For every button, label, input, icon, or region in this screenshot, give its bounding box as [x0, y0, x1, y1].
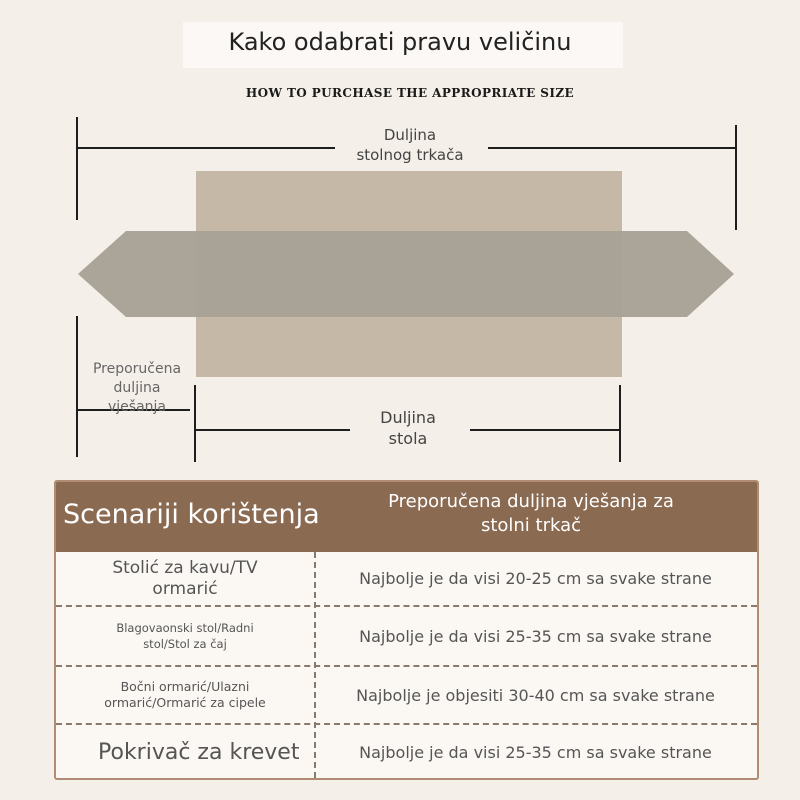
recommendation-cell: Najbolje je da visi 25-35 cm sa svake strane	[359, 743, 712, 762]
scenario-cell: Blagovaonski stol/Radni stol/Stol za čaj	[116, 621, 254, 651]
recommendation-cell: Najbolje je da visi 20-25 cm sa svake strane	[359, 569, 712, 588]
runner-shape	[78, 231, 734, 317]
table-length-label: Duljina stola	[358, 407, 458, 449]
table-row	[56, 667, 757, 725]
recommendation-cell: Najbolje je objesiti 30-40 cm sa svake strane	[356, 685, 715, 705]
header-scenarios: Scenariji korištenja	[63, 499, 320, 530]
runner-length-label: Duljina stolnog trkača	[345, 125, 475, 165]
scenario-cell: Pokrivač za krevet	[98, 740, 300, 765]
hang-length-label: Preporučena duljina vješanja	[92, 361, 182, 415]
page-subtitle: HOW TO PURCHASE THE APPROPRIATE SIZE	[245, 86, 575, 100]
header-recommendation: Preporučena duljina vješanja za stolni trkač	[388, 491, 674, 536]
recommendation-cell: Najbolje je da visi 25-35 cm sa svake strane	[359, 626, 712, 646]
size-table	[54, 480, 759, 780]
table-header	[56, 482, 757, 552]
scenario-cell: Bočni ormarić/Ulazni ormarić/Ormarić za cipele	[104, 679, 266, 710]
column-divider	[314, 552, 316, 778]
table-row	[56, 552, 757, 607]
table-row	[56, 725, 757, 780]
scenario-cell: Stolić za kavu/TV ormarić	[112, 557, 258, 599]
page-title: Kako odabrati pravu veličinu	[228, 28, 572, 56]
table-row	[56, 607, 757, 667]
